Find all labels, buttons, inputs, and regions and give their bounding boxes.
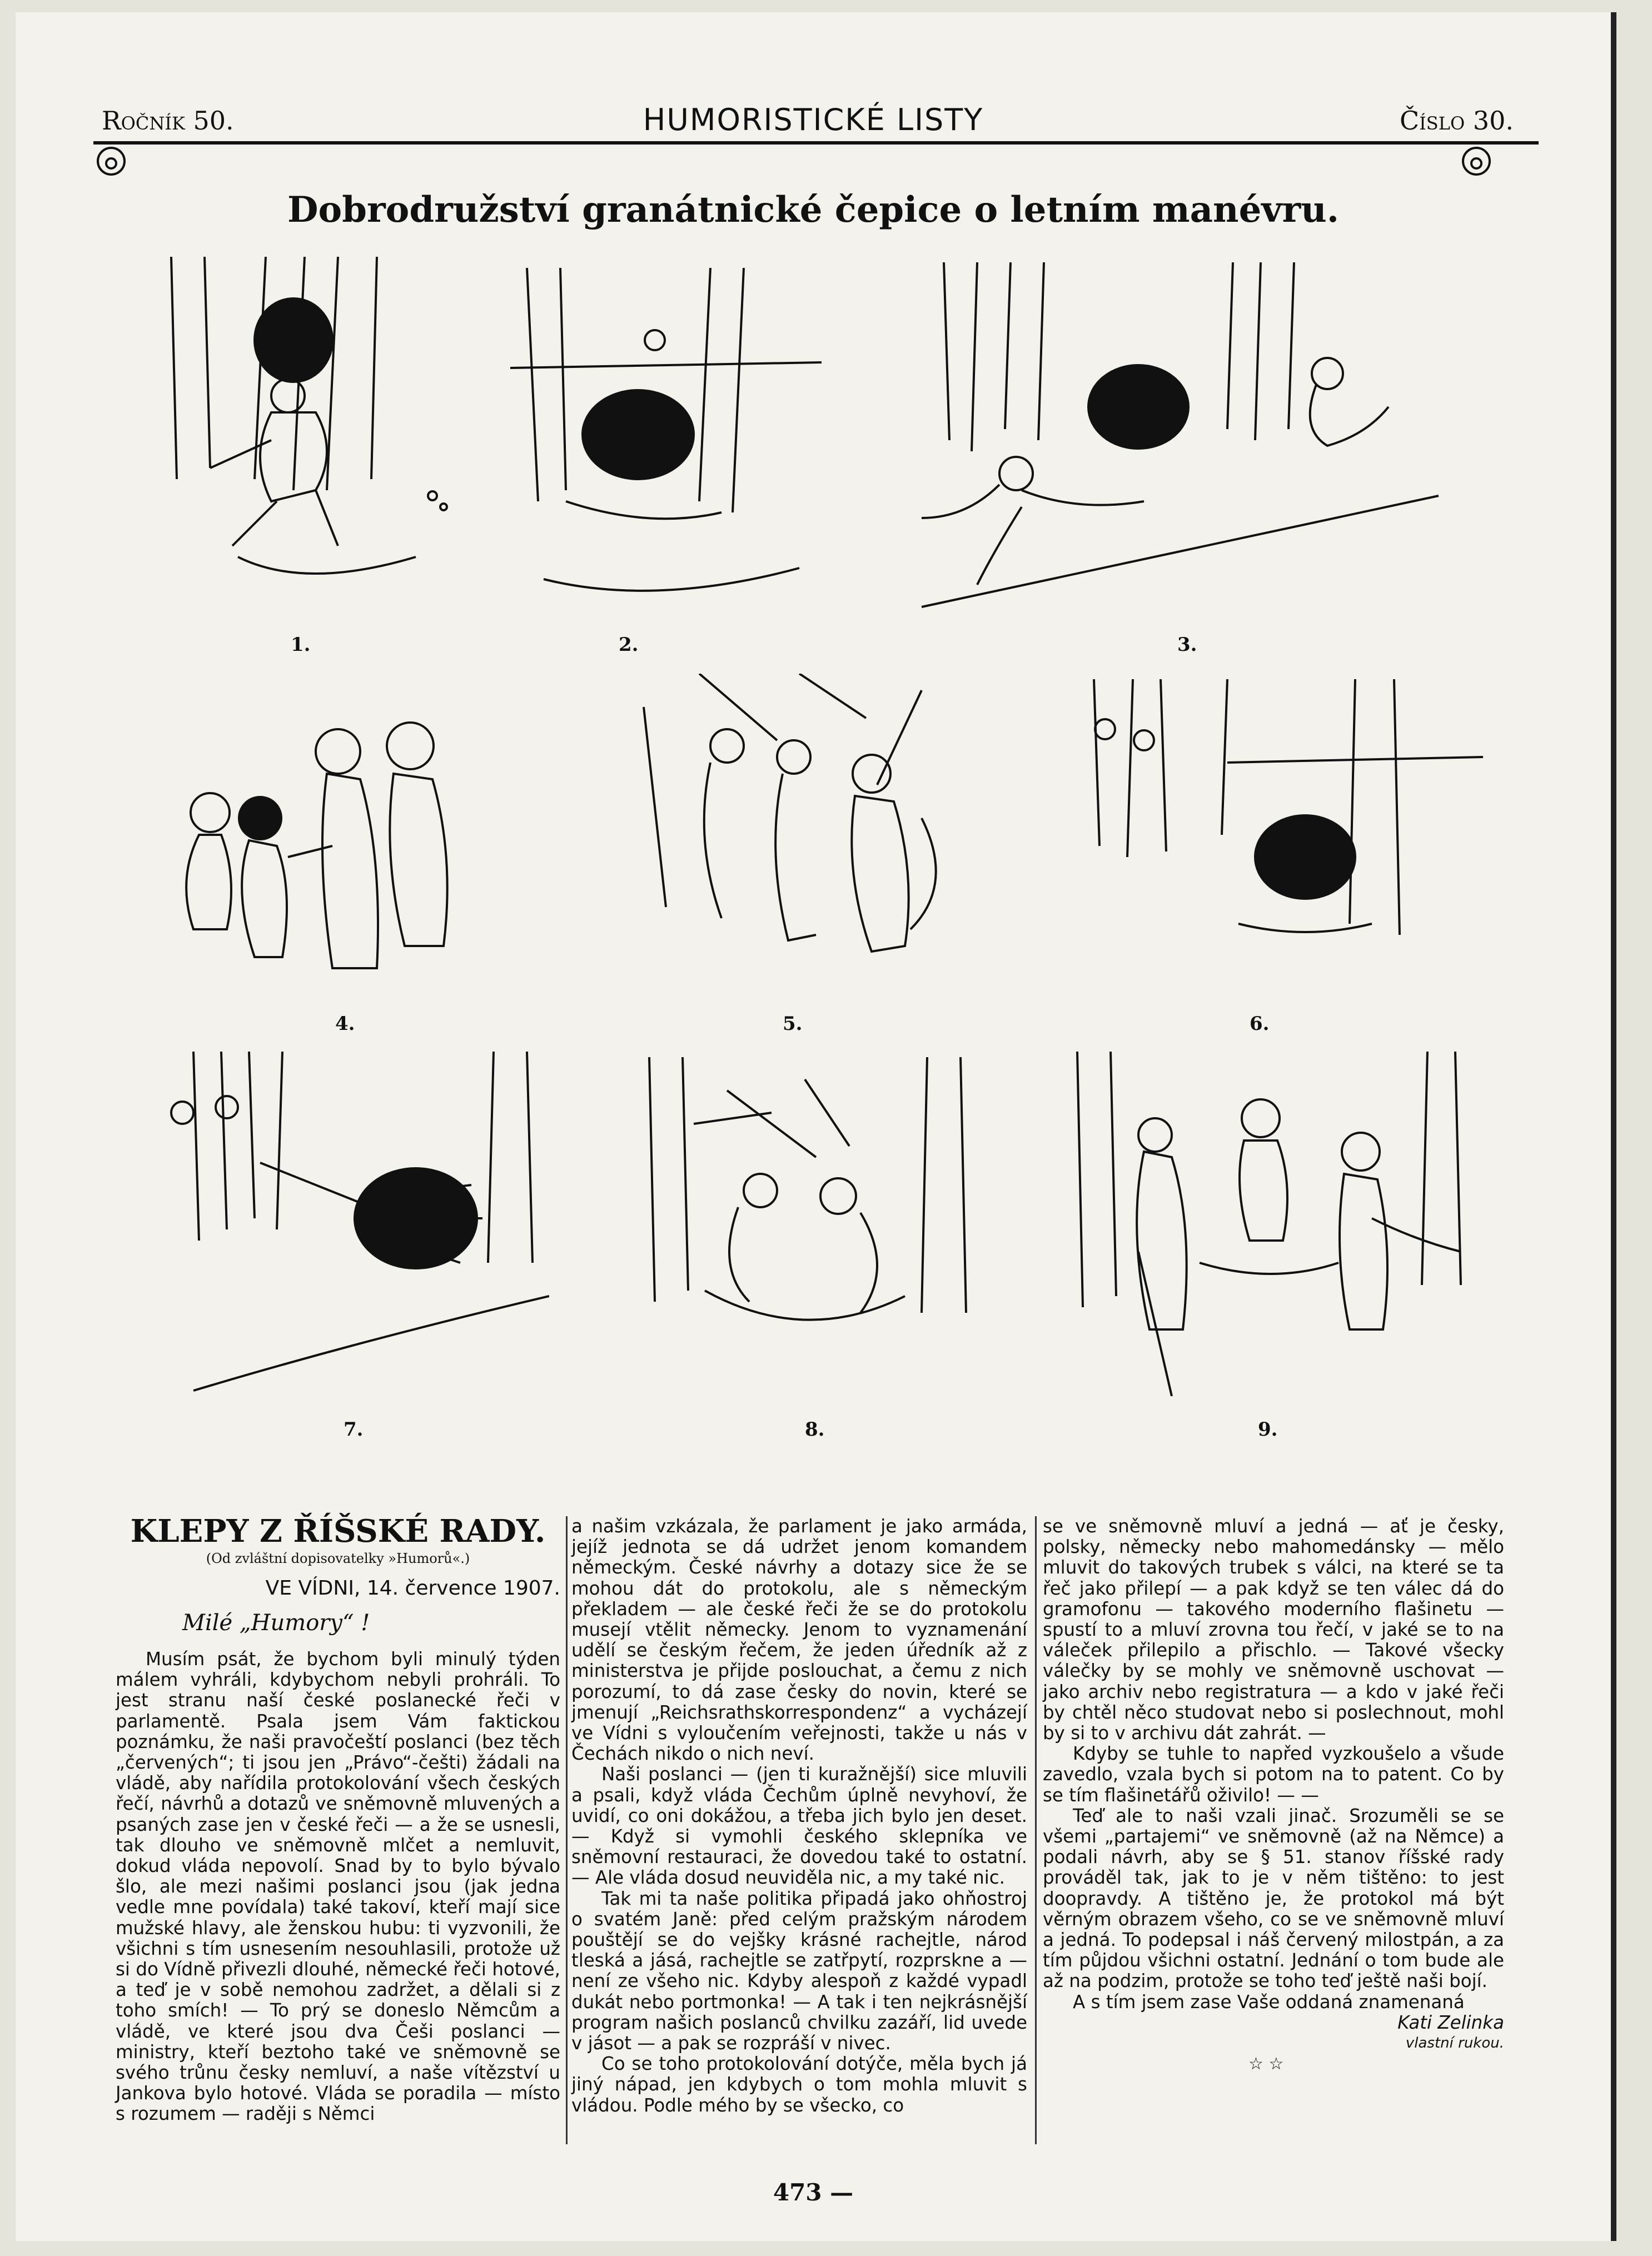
page-number: 473 — [773,2179,854,2206]
panel-number: 9. [1258,1418,1278,1441]
cartoon-panel-1 [138,257,471,612]
paragraph: a našim vzkázala, že parlament je jako armáda, jejíž jednota se dá udržet jenom komandem německým. České návrhy a dotazy sice že se mohou dát do protokolu, ale s německým překladem — ale české řeči že se do protokolu musejí vtělit německy. Jenom to vyznamenání udělí se českým řečem, že jeden úředník až z ministerstva je přijde poslouchat, a čemu z nich porozumí, to dá zase česky do novin, které se jmenují „Reichsrathskorrespondenz“ a vycházejí ve Vídni s vyloučením veřejnosti, takže u nás v Čechách nikdo o nich neví. [571,1516,1027,1765]
article-column-1 [116,1649,560,2125]
panel-number: 3. [1177,634,1197,656]
paragraph: se ve sněmovně mluví a jedná — ať je česky, polsky, německy nebo mahomedánsky — mělo mluvit do takových trubek s válci, na které se ta řeč jako přilepí — a pak když se ten válec dá do gramofonu — takového moderního flašinetu — spustí to a mluví zrovna tou řečí, v jaké se to na váleček přilepilo a přischlo. — Takové všecky válečky by se mohly ve sněmovně uschovat — jako archiv nebo registratura — a kdo v jaké řeči by chtěl něco studovat nebo si poslechnout, mohl by si to v archivu dát zahrát. — [1043,1516,1504,1744]
cartoon-panel-7 [138,1052,549,1396]
panel-number: 7. [344,1418,364,1441]
article-dateline: VE VÍDNI, 14. července 1907. [265,1577,560,1600]
panel-number: 6. [1250,1013,1270,1035]
volume-label: Ročník 50. [102,106,234,136]
cartoon-panel-4 [143,679,538,1007]
article-title: KLEPY Z ŘÍŠSKÉ RADY. [130,1513,546,1550]
panel-number: 8. [805,1418,825,1441]
cartoon-title: Dobrodružství granátnické čepice o letním manévru. [287,189,1339,231]
issue-label: Číslo 30. [1399,106,1514,136]
cartoon-panel-8 [638,1057,983,1396]
panel-number: 2. [619,634,639,656]
stars-ornament: ☆ ☆ [1248,2054,1284,2074]
article-subtitle: (Od zvláštní dopisovatelky »Humorů«.) [206,1551,470,1566]
cartoon-panel-3 [855,262,1483,618]
paragraph: Kdyby se tuhle to napřed vyzkoušelo a všude zavedlo, vzala bych si potom na to patent. Co by se tím flašinetářů oživilo! — — [1043,1743,1504,1806]
cartoon-panel-2 [510,268,822,612]
column-divider [566,1516,568,2144]
header-ornament-left [94,145,128,178]
cartoon-panel-5 [633,674,966,1007]
header-rule [93,141,1539,145]
cartoon-panel-9 [1061,1052,1472,1396]
paragraph: Teď ale to naši vzali jinač. Srozuměli se se všemi „partajemi“ ve sněmovně (až na Němce) a podali návrh, aby se § 51. stanov říšské rady prováděl tak, jak to je v něm tištěno: to jest doopravdy. A tištěno je, že protokol má být věrným obrazem všeho, co se ve sněmovně mluví a jedná. To podepsal i náš červený milostpán, a za tím půjdou všichni ostatní. Jednání o tom bude ale až na podzim, protože se toho teď ještě naši bojí. [1043,1805,1504,1992]
article-salutation: Milé „Humory“ ! [182,1610,370,1636]
signature-note: vlastní rukou. [1405,2035,1504,2052]
paragraph: Co se toho protokolování dotýče, měla bych já jiný nápad, jen kdybych o tom mohla mluvit s vládou. Podle mého by se všecko, co [571,2053,1027,2116]
newspaper-page [16,12,1616,2241]
cartoon-panel-6 [1061,679,1483,990]
panel-number: 4. [335,1013,355,1035]
column-divider [1035,1516,1037,2144]
paragraph: Musím psát, že bychom byli minulý týden málem vyhráli, kdybychom nebyli prohráli. To jest stranu naší české poslanecké řeči v parlamentě. Psala jsem Vám faktickou poznámku, že naši pravočeští poslanci (bez těch „červených“; ti jsou jen „Právo“-češti) žádali na vládě, aby nařídila protokolování všech českých řečí, návrhů a dotazů ve sněmovně mluvených a psaných zase jen v české řeči — a že se usnesli, tak dlouho ve sněmovně mlčet a nemluvit, dokud vláda nepovolí. Snad by to bylo bývalo šlo, ale mezi našimi poslanci jsou (jak jedna vedle mne povídala) také takoví, kteří mají sice mužské hlavy, ale ženskou hubu: ti vyzvonili, že všichni s tím usnesením nesouhlasili, protože už si do Vídně přivezli dlouhé, německé řeči hotové, a teď je v sobě nemohou zadržet, a dělali si z toho smích! — To prý se doneslo Němcům a vládě, ve které jsou dva Češi poslanci — ministry, kteří beztoho také ve sněmovně se svého trůnu česky nemluví, a naše vítězství u Jankova bylo hotové. Vláda se poradila — místo s rozumem — raději s Němci [116,1649,560,2125]
signature: Kati Zelinka [1397,2011,1504,2033]
panel-number: 5. [783,1013,803,1035]
paragraph: Naši poslanci — (jen ti kuražnější) sice mluvili a psali, když vláda Čechům úplně nevyhoví, že uvidí, co oni dokážou, a třeba jich bylo jen deset. — Když si vymohli českého sklepníka ve sněmovní restauraci, že dovedou také to ostatní. — Ale vláda dosud neuviděla nic, a my také nic. [571,1764,1027,1889]
paragraph: Tak mi ta naše politika připadá jako ohňostroj o svatém Janě: před celým pražským národem pouštějí se do vejšky krásné rachejtle, národ tleská a jásá, rachejtle se zatřpytí, rozprskne a — není ze všeho nic. Kdyby alespoň z každé vypadl dukát nebo portmonka! — A tak i ten nejkrásnější program našich poslanců chvilku zazáří, lid uvede v jásot — a pak se rozpráší v nivec. [571,1888,1027,2054]
article-column-3 [1043,1516,1504,2074]
panel-number: 1. [291,634,311,656]
paragraph: A s tím jsem zase Vaše oddaná znamenaná [1073,1991,1465,2013]
header-ornament-right [1460,145,1493,178]
article-column-2 [571,1516,1027,2116]
masthead: HUMORISTICKÉ LISTY [643,102,984,137]
